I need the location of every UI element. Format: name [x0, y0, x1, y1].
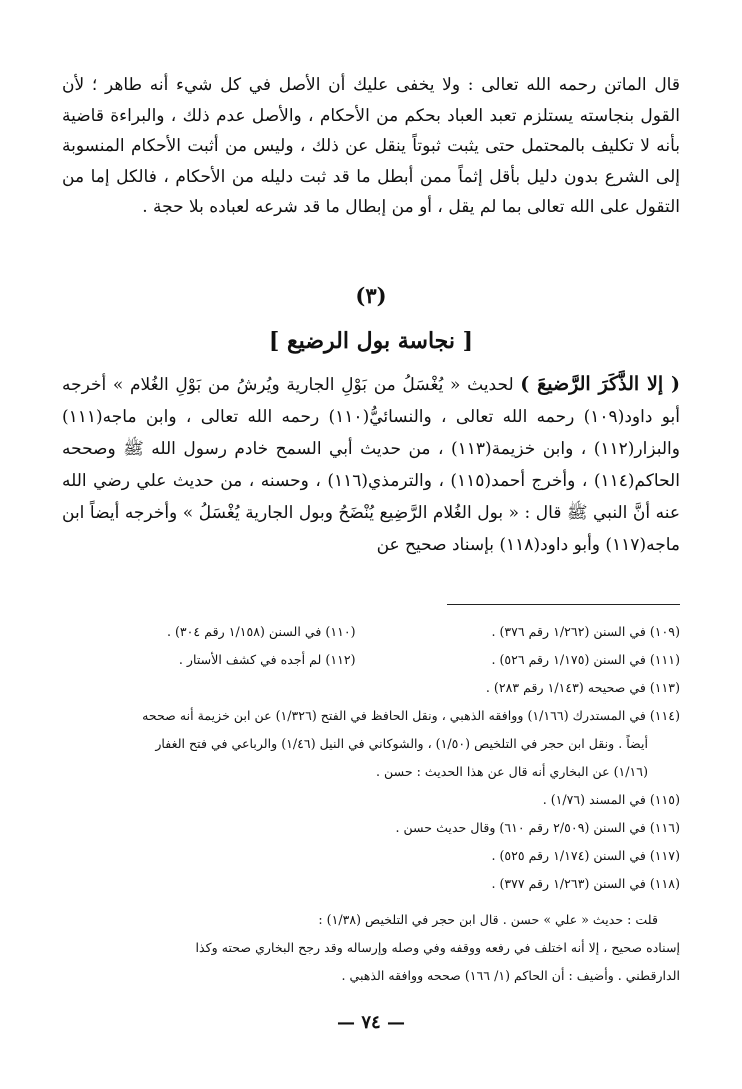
footnote-117: (١١٧) في السنن (١/١٧٤ رقم ٥٢٥) . — [491, 848, 680, 863]
footnote-114-line-3: (١/١٦) عن البخاري أنه قال عن هذا الحديث : حسن . — [376, 764, 648, 779]
footnote-114-line-2: أيضاً . ونقل ابن حجر في التلخيص (١/٥٠) ، والشوكاني في النيل (١/٤٦) والرباعي في فتح الغفار — [155, 736, 648, 751]
footnote-115: (١١٥) في المسند (١/٧٦) . — [542, 792, 680, 807]
section-title: [ نجاسة بول الرضيع ] — [268, 328, 474, 354]
hadith-paragraph — [62, 368, 680, 561]
footnote-118: (١١٨) في السنن (١/٢٦٣ رقم ٣٧٧) . — [491, 876, 680, 891]
intro-paragraph: قال الماتن رحمه الله تعالى : ولا يخفى عليك أن الأصل في كل شيء أنه طاهر ؛ لأن القول بنجاسته يستلزم تعبد العباد بحكم من الأحكام ، والأصل عدم ذلك ، والبراءة قاضية بأنه لا تكليف بالمحتمل حتى يثبت ثبوتاً ينقل عن ذلك ، وليس من أثبت الأحكام المنسوبة إلى الشرع بدون دليل بأقل إثماً ممن أبطل ما قد ثبت دليله من الأحكام ، فالكل إما من التقول على الله تعالى بما لم يقل ، أو من إبطال ما قد شرعه لعباده بلا حجة . — [62, 75, 680, 218]
footnote-112: (١١٢) لم أجده في كشف الأستار . — [178, 652, 356, 667]
footnote-111: (١١١) في السنن (١/١٧٥ رقم ٥٢٦) . — [491, 652, 680, 667]
editor-note — [56, 906, 680, 990]
footnote-109: (١٠٩) في السنن (١/٢٦٢ رقم ٣٧٦) . — [491, 624, 680, 639]
footnote-divider — [447, 604, 680, 605]
section-number: (٣) — [355, 283, 387, 308]
footnote-113: (١١٣) في صحيحه (١/١٤٣ رقم ٢٨٣) . — [485, 680, 680, 695]
hadith-text: لحديث « يُغْسَلُ من بَوْلِ الجارية ويُرشُ من بَوْلِ الغُلام » أخرجه أبو داود(١٠٩) رحمه الله تعالى ، والنسائيُّ(١١٠) رحمه الله تعالى ، وابن ماجه(١١١) والبزار(١١٢) ، وابن خزيمة(١١٣) ، من حديث أبي السمح خادم رسول الله ﷺ وصححه الحاكم(١١٤) ، وأخرج أحمد(١١٥) ، والترمذي(١١٦) ، وحسنه ، من حديث علي رضي الله عنه أنَّ النبي ﷺ قال : « بول الغُلام الرَّضِيع يُنْضَحُ وبول الجارية يُغْسَلُ » وأخرجه أيضاً ابن ماجه(١١٧) وأبو داود(١١٨) بإسناد صحيح عن — [62, 375, 680, 555]
footnote-row — [56, 618, 680, 646]
footnote-110: (١١٠) في السنن (١/١٥٨ رقم ٣٠٤) . — [166, 624, 356, 639]
editor-note-line-3: الدارقطني . وأضيف : أن الحاكم (١/ ١٦٦) صححه ووافقه الذهبي . — [341, 968, 680, 983]
footnotes — [56, 618, 680, 898]
footnote-114-line-1: (١١٤) في المستدرك (١/١٦٦) ووافقه الذهبي ، ونقل الحافظ في الفتح (١/٣٢٦) عن ابن خزيمة أنه صححه — [142, 708, 680, 723]
footnote-116: (١١٦) في السنن (٢/٥٠٩ رقم ٦١٠) وقال حديث حسن . — [395, 820, 680, 835]
hadith-lead-phrase: ( إلا الذَّكَرَ الرَّضيعَ ) — [520, 373, 681, 395]
page-number: — ٧٤ — — [337, 1012, 405, 1033]
footnote-row — [56, 646, 680, 674]
editor-note-line-2: إسناده صحيح ، إلا أنه اختلف في رفعه ووقفه وفي وصله وإرساله وقد رجح البخاري صحته وكذا — [195, 940, 680, 955]
editor-note-line-1: قلت : حديث « علي » حسن . قال ابن حجر في التلخيص (١/٣٨) : — [318, 912, 658, 927]
